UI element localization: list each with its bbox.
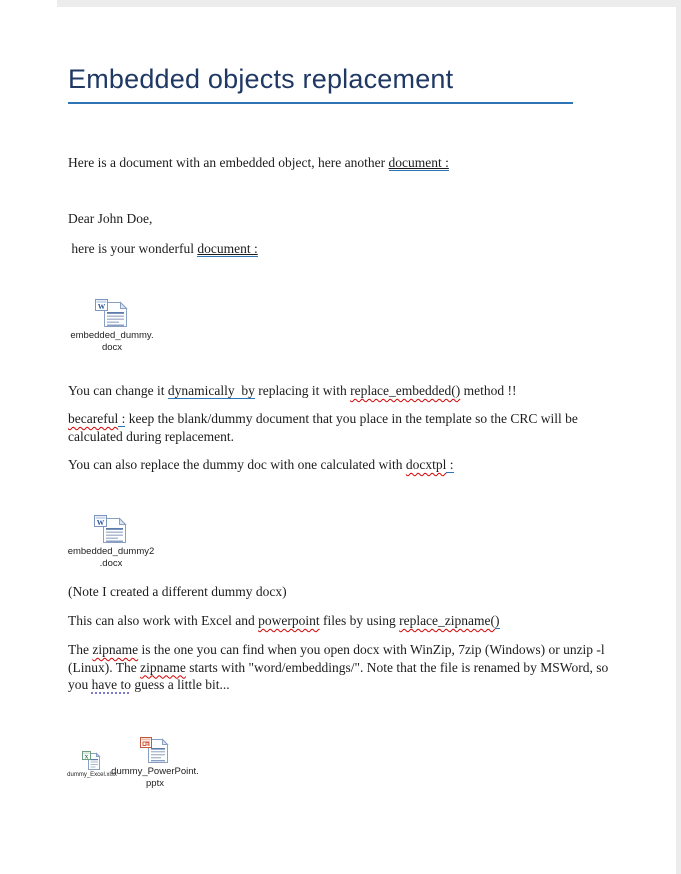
word-document-icon <box>95 299 129 329</box>
paragraph-text: (Note I created a different dummy docx) <box>68 584 287 599</box>
paragraph-text: guess a little bit... <box>131 677 230 692</box>
paragraph-text: method !! <box>460 383 517 398</box>
grammar-flagged-text: : <box>118 411 126 426</box>
paragraph-dear <box>68 210 620 228</box>
grammar-flagged-text: dynamically by <box>167 383 255 398</box>
spell-flagged-text: zipname <box>92 642 139 657</box>
paragraph-also-replace <box>68 456 620 474</box>
excel-workbook-icon <box>82 751 102 771</box>
spell-flagged-text: replace_zipname( <box>399 613 496 628</box>
paragraph-text: keep the blank/dummy document that you place in the template so the CRC will be calculated during replacement. <box>68 411 582 444</box>
window-edge-top <box>57 0 676 7</box>
paragraph-text: replacing it with <box>254 383 351 398</box>
grammar-flagged-text: ) <box>495 613 500 628</box>
paragraph-text: You can also replace the dummy doc with one calculated with <box>68 457 406 472</box>
spell-flagged-text: docxtpl <box>405 457 447 472</box>
word-document-icon <box>94 515 128 545</box>
spell-flagged-text: powerpoint <box>258 613 320 628</box>
embedded-object-dummy-docx[interactable] <box>62 299 162 353</box>
paragraph-becareful <box>68 410 620 445</box>
embed-caption-line2: pptx <box>146 777 164 789</box>
paragraph-wonderful <box>68 240 620 258</box>
embed-caption-line2: docx <box>101 341 123 353</box>
paragraph-text: This can also work with Excel and <box>68 613 259 628</box>
embed-caption-line1: dummy_PowerPoint. <box>111 766 199 777</box>
paragraph-zipname-explanation <box>68 641 620 694</box>
paragraph-note <box>68 583 620 601</box>
page-title: Embedded objects replacement <box>68 64 454 94</box>
spell-flagged-text: zipname <box>140 659 186 675</box>
embed-caption <box>57 546 165 569</box>
svg-text:X: X <box>84 754 89 761</box>
svg-text:W: W <box>97 302 106 311</box>
paragraph-text: The <box>68 642 93 657</box>
embed-caption <box>62 330 162 353</box>
embed-caption <box>105 766 205 789</box>
paragraph-text: Here is a document with an embedded object, here another <box>68 155 389 170</box>
powerpoint-presentation-icon <box>140 737 170 765</box>
paragraph-text: here is your wonderful <box>68 241 198 256</box>
paragraph-text: Dear John Doe, <box>68 211 153 226</box>
underlined-document-text: document : <box>388 155 449 170</box>
paragraph-intro <box>68 154 620 172</box>
paragraph-change <box>68 382 620 400</box>
window-edge-right <box>676 0 681 874</box>
svg-text:W: W <box>96 518 105 527</box>
paragraph-zipname-function <box>68 612 620 630</box>
spell-flagged-text: becareful <box>68 411 119 426</box>
spell-flagged-text: replace_embedded() <box>350 383 461 398</box>
grammar-flagged-text: : <box>446 457 454 472</box>
embed-caption-line2: .docx <box>99 557 123 569</box>
title-underline-rule <box>68 102 573 104</box>
suggestion-flagged-text: have to <box>91 677 131 692</box>
underlined-document-text: document : <box>197 241 258 256</box>
paragraph-text: files by using <box>319 613 400 628</box>
embed-caption-line1: embedded_dummy2 <box>67 546 155 557</box>
embedded-object-dummy2-docx[interactable] <box>57 515 165 569</box>
embed-caption-line1: embedded_dummy. <box>70 330 154 341</box>
paragraph-text: starts with "word/embeddings/". Note that the file is renamed by MSWord, so you <box>68 659 612 692</box>
embedded-object-powerpoint-pptx[interactable] <box>105 737 205 789</box>
paragraph-text: is the one you can find when you open docx with WinZip, 7zip (Windows) or unzip -l (Linux). The <box>68 642 609 675</box>
paragraph-text: You can change it <box>68 383 168 398</box>
embed-caption-line1: dummy_Excel.xlsx <box>67 772 117 778</box>
